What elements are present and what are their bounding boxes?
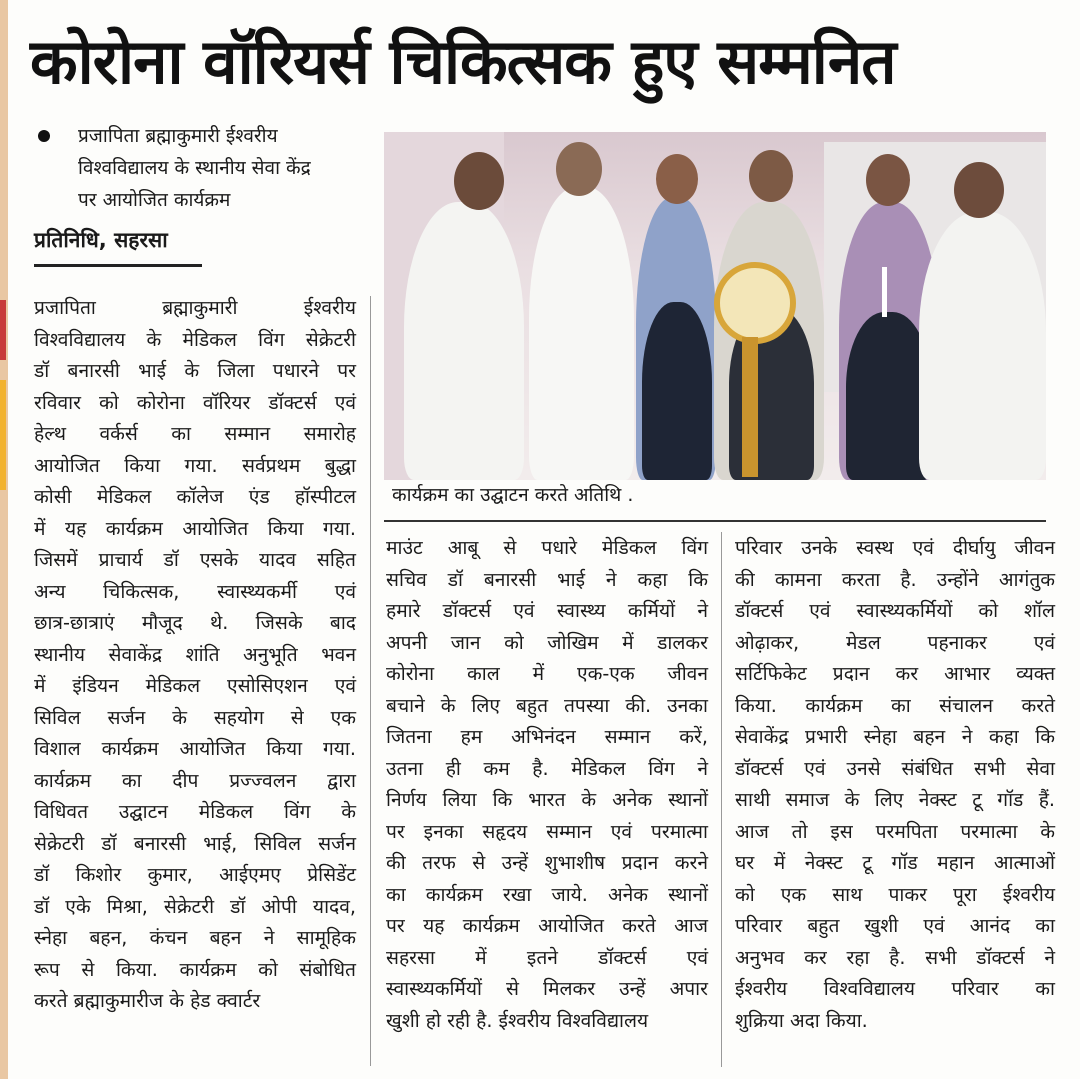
article-line: कोरोना काल में एक-एक जीवन — [386, 662, 708, 685]
article-line: परिवार बहुत खुशी एवं आनंद का — [735, 914, 1055, 937]
edge-color-mark — [0, 380, 6, 490]
subhead-line: प्रजापिता ब्रह्माकुमारी ईश्वरीय — [78, 125, 278, 147]
photo-person — [404, 202, 524, 480]
article-line: में यह कार्यक्रम आयोजित किया गया. — [34, 516, 356, 540]
article-line: डॉ एके मिश्रा, सेक्रेटरी डॉ ओपी यादव, — [34, 894, 356, 918]
article-line: को एक साथ पाकर पूरा ईश्वरीय — [735, 882, 1055, 906]
article-line: अनुभव कर रहा है. सभी डॉक्टर्स ने — [735, 945, 1055, 969]
subhead-lines — [78, 120, 378, 216]
column-divider — [721, 532, 722, 1067]
photo-person — [529, 187, 634, 480]
article-line: कोसी मेडिकल कॉलेज एंड हॉस्पीटल — [34, 485, 356, 508]
article-line: खुशी हो रही है. ईश्वरीय विश्वविद्यालय — [386, 1008, 649, 1032]
photo-caption: कार्यक्रम का उद्घाटन करते अतिथि . — [392, 484, 634, 506]
article-line: परिवार उनके स्वस्थ एवं दीर्घायु जीवन — [735, 536, 1055, 559]
article-line: विशाल कार्यक्रम आयोजित किया गया. — [34, 737, 356, 760]
edge-color-mark — [0, 300, 6, 360]
article-line: रूप से किया. कार्यक्रम को संबोधित — [34, 957, 356, 981]
article-line: रविवार को कोरोना वॉरियर डॉक्टर्स एवं — [34, 390, 356, 414]
photo-person-head — [749, 150, 793, 202]
page-edge — [0, 0, 8, 1079]
article-line: हेल्थ वर्कर्स का सम्मान समारोह — [34, 422, 356, 445]
article-line: कार्यक्रम का दीप प्रज्ज्वलन द्वारा — [34, 768, 356, 792]
photo-person-head — [954, 162, 1004, 218]
photo-person-trousers — [642, 302, 712, 480]
article-line: का कार्यक्रम रखा जाये. अनेक स्थानों — [386, 882, 708, 906]
article-line: करते ब्रह्माकुमारीज के हेड क्वार्टर — [34, 989, 261, 1012]
byline: प्रतिनिधि, सहरसा — [34, 228, 168, 252]
article-line: घर में नेक्स्ट टू गॉड महान आत्माओं — [735, 851, 1055, 874]
article-column-2 — [386, 532, 708, 1036]
column-divider — [370, 296, 371, 1066]
article-line: जितना हम अभिनंदन सम्मान करें, — [386, 725, 708, 748]
photo-person — [919, 212, 1046, 480]
article-line: बचाने के लिए बहुत तपस्या की. उनका — [386, 693, 708, 717]
article-column-1 — [34, 292, 356, 1017]
article-line: अपनी जान को जोखिम में डालकर — [386, 630, 708, 654]
article-line: पर यह कार्यक्रम आयोजित करते आज — [386, 914, 708, 937]
article-line: आयोजित किया गया. सर्वप्रथम बुद्धा — [34, 453, 356, 477]
article-line: स्वास्थ्यकर्मियों से मिलकर उन्हें अपार — [386, 977, 708, 1000]
article-line: सहरसा में इतने डॉक्टर्स एवं — [386, 945, 708, 969]
article-column-3 — [735, 532, 1055, 1036]
headline: कोरोना वॉरियर्स चिकित्सक हुए सम्मनित — [30, 25, 896, 98]
photo-person-head — [656, 154, 698, 204]
article-line: डॉक्टर्स एवं स्वास्थ्यकर्मियों को शॉल — [735, 599, 1055, 622]
article-line: विश्वविद्यालय के मेडिकल विंग सेक्रेटरी — [34, 327, 356, 351]
article-line: विधिवत उद्घाटन मेडिकल विंग के — [34, 800, 356, 823]
byline-underline — [34, 264, 202, 267]
article-line: साथी समाज के लिए नेक्स्ट टू गॉड हैं. — [735, 788, 1055, 811]
lamp-icon — [714, 262, 796, 344]
article-line: डॉ बनारसी भाई के जिला पधारने पर — [34, 359, 356, 382]
article-line: छात्र-छात्राएं मौजूद थे. जिसके बाद — [34, 611, 356, 634]
article-line: पर इनका सहृदय सम्मान एवं परमात्मा — [386, 819, 708, 843]
article-line: डॉक्टर्स एवं उनसे संबंधित सभी सेवा — [735, 756, 1055, 780]
photo-person-head — [454, 152, 504, 210]
article-line: स्नेहा बहन, कंचन बहन ने सामूहिक — [34, 926, 356, 949]
candle-icon — [882, 267, 887, 317]
article-line: आज तो इस परमपिता परमात्मा के — [735, 819, 1055, 843]
news-photo — [384, 132, 1046, 480]
article-line: ओढ़ाकर, मेडल पहनाकर एवं — [735, 630, 1055, 654]
subhead-line: विश्वविद्यालय के स्थानीय सेवा केंद्र — [78, 157, 311, 179]
section-divider — [384, 520, 1046, 522]
lamp-stand — [742, 337, 758, 477]
article-line: निर्णय लिया कि भारत के अनेक स्थानों — [386, 788, 708, 811]
article-line: माउंट आबू से पधारे मेडिकल विंग — [386, 536, 708, 559]
article-line: किया. कार्यक्रम का संचालन करते — [735, 693, 1055, 717]
article-line: डॉ किशोर कुमार, आईएमए प्रेसिडेंट — [34, 863, 356, 886]
article-line: की तरफ से उन्हें शुभाशीष प्रदान करने — [386, 851, 708, 874]
article-line: अन्य चिकित्सक, स्वास्थ्यकर्मी एवं — [34, 579, 356, 603]
article-line: में इंडियन मेडिकल एसोसिएशन एवं — [34, 674, 356, 697]
article-line: हमारे डॉक्टर्स एवं स्वास्थ्य कर्मियों ने — [386, 599, 708, 622]
article-line: सर्टिफिकेट प्रदान कर आभार व्यक्त — [735, 662, 1055, 685]
article-line: सिविल सर्जन के सहयोग से एक — [34, 705, 356, 729]
article-line: सेक्रेटरी डॉ बनारसी भाई, सिविल सर्जन — [34, 831, 356, 855]
photo-person-head — [866, 154, 910, 206]
article-line: जिसमें प्राचार्य डॉ एसके यादव सहित — [34, 548, 356, 571]
subhead-line: पर आयोजित कार्यक्रम — [78, 189, 231, 211]
article-line: स्थानीय सेवाकेंद्र शांति अनुभूति भवन — [34, 642, 356, 666]
photo-person-head — [556, 142, 602, 196]
bullet-icon — [38, 130, 50, 142]
article-line: शुक्रिया अदा किया. — [735, 1008, 868, 1032]
article-line: प्रजापिता ब्रह्माकुमारी ईश्वरीय — [34, 296, 356, 319]
article-line: की कामना करता है. उन्होंने आगंतुक — [735, 567, 1055, 591]
article-line: ईश्वरीय विश्वविद्यालय परिवार का — [735, 977, 1055, 1000]
article-line: सेवाकेंद्र प्रभारी स्नेहा बहन ने कहा कि — [735, 725, 1055, 748]
article-line: सचिव डॉ बनारसी भाई ने कहा कि — [386, 567, 708, 591]
article-line: उतना ही कम है. मेडिकल विंग ने — [386, 756, 708, 780]
